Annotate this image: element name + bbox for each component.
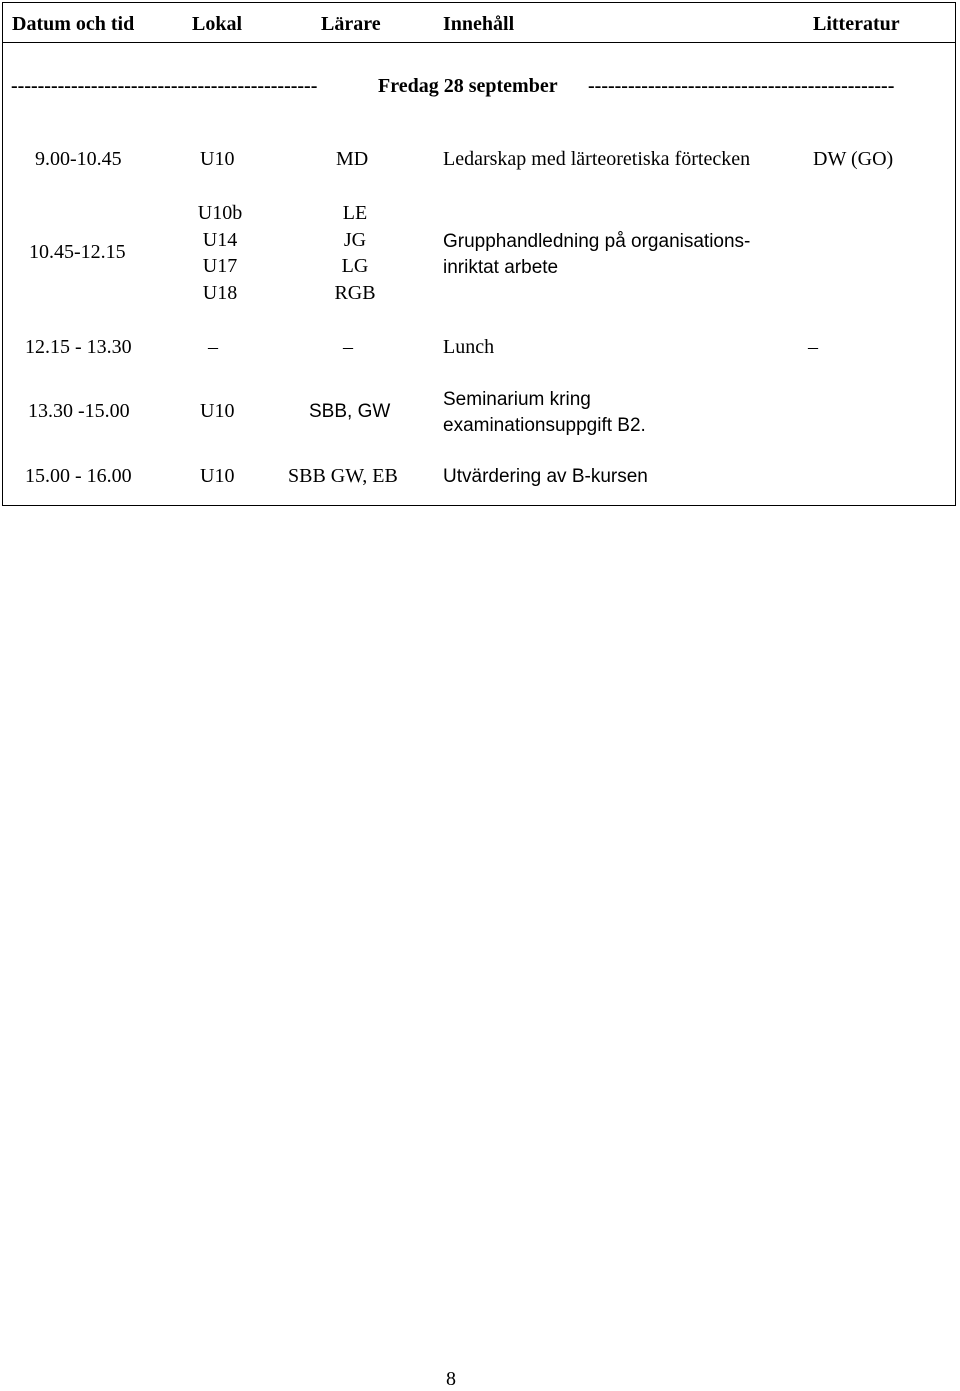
header-litteratur: Litteratur [813, 13, 900, 35]
row4-content-line: Seminarium kring [443, 389, 591, 410]
header-lokal: Lokal [192, 13, 243, 35]
day-heading-left-dashes: ---------------------------------------------- [11, 75, 318, 97]
row3-room: – [208, 336, 218, 358]
row5-time: 15.00 - 16.00 [25, 465, 132, 487]
row2-time: 10.45-12.15 [29, 241, 126, 263]
header-larare: Lärare [321, 13, 381, 35]
schedule-table [2, 2, 956, 506]
row2-rooms [185, 200, 255, 306]
row1-literature: DW (GO) [813, 148, 894, 170]
row2-content-line: Grupphandledning på organisations- [443, 231, 751, 252]
row5-teacher: SBB GW, EB [288, 465, 398, 487]
row1-room: U10 [200, 148, 235, 170]
day-heading-right-dashes: ---------------------------------------------- [588, 75, 895, 97]
row2-teachers [315, 200, 395, 306]
row2-room: U14 [202, 228, 238, 251]
row3-literature: – [808, 336, 818, 358]
row5-room: U10 [200, 465, 235, 487]
row4-content [443, 387, 646, 439]
page-number: 8 [446, 1368, 456, 1390]
row2-teacher: RGB [334, 281, 376, 304]
row2-room: U17 [202, 255, 238, 277]
row3-teacher: – [343, 336, 353, 358]
row1-content: Ledarskap med lärteoretiska förtecken [443, 148, 751, 170]
header-innehall: Innehåll [443, 13, 515, 35]
row5-content: Utvärdering av B-kursen [443, 466, 648, 487]
header-divider [3, 42, 955, 43]
row3-content: Lunch [443, 336, 495, 358]
row2-content-line: inriktat arbete [443, 257, 559, 278]
row4-content-line: examinationsuppgift B2. [443, 415, 646, 436]
day-heading [11, 75, 949, 101]
row1-time: 9.00-10.45 [35, 148, 122, 170]
day-heading-title: Fredag 28 september [378, 75, 558, 97]
row2-room: U18 [202, 281, 238, 304]
row4-teacher: SBB, GW [309, 401, 391, 422]
row2-content [443, 229, 750, 281]
row4-room: U10 [200, 400, 235, 422]
header-datum-och-tid: Datum och tid [12, 13, 135, 35]
row1-teacher: MD [336, 148, 369, 170]
row2-teacher: LE [342, 202, 368, 224]
row3-time: 12.15 - 13.30 [25, 336, 132, 358]
row2-room: U10b [197, 202, 243, 224]
row2-teacher: JG [343, 228, 367, 251]
row2-teacher: LG [341, 255, 369, 277]
row4-time: 13.30 -15.00 [28, 400, 130, 422]
